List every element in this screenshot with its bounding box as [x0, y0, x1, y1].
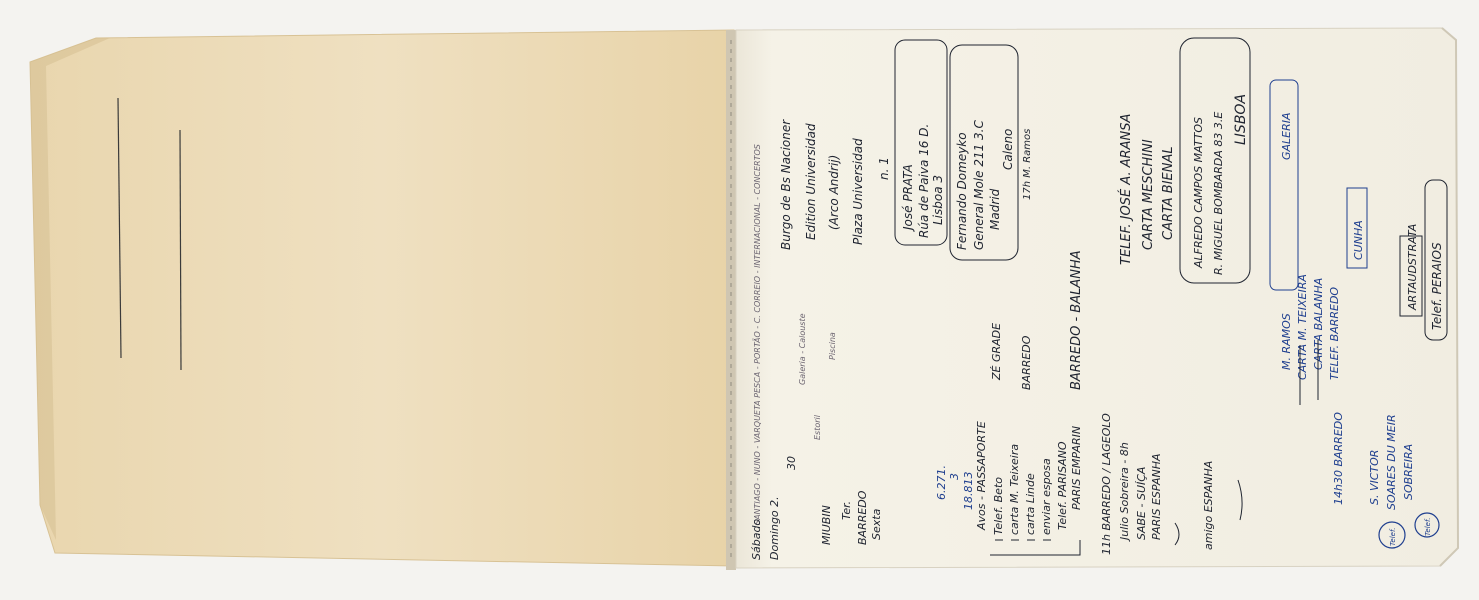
- sched-day-1: Sábado: [750, 518, 763, 560]
- sched-line-13: BARREDO: [1020, 335, 1033, 390]
- left-cover: [30, 30, 734, 566]
- col4-line-1: BARREDO - BALANHA: [1069, 250, 1084, 390]
- col5-line-3: CARTA BIENAL: [1161, 146, 1176, 240]
- col2-line-1: José PRATA: [901, 164, 915, 230]
- blue-line-6: S. VICTOR: [1368, 449, 1381, 505]
- col6-line-2: R. MIGUEL BOMBARDA 83 3.E: [1212, 111, 1225, 275]
- spine: [726, 30, 736, 570]
- col1-line-2: Edition Universidad: [804, 123, 818, 240]
- left-page-line-2: Galeria - Calouste: [798, 313, 807, 385]
- col1-line-1: Burgo de Bs Nacioner: [779, 119, 793, 250]
- col3-line-3: Madrid: [988, 188, 1002, 230]
- sched-line-8: 11h BARREDO / LAGEOLO: [1100, 413, 1113, 555]
- blue-line-7: SOARES DU MEIR: [1385, 414, 1398, 510]
- sched-day-3: 30: [785, 456, 798, 470]
- col5-line-1: TELEF. JOSÉ A. ARANSA: [1119, 113, 1134, 265]
- sched-day-4: Sexta: [870, 508, 883, 540]
- blue-line-8: SOBREIRA: [1402, 443, 1415, 500]
- col1-line-5: n. 1: [877, 157, 891, 180]
- left-page-line-4: Estoril: [813, 415, 822, 440]
- sum-1: 6.271.: [935, 465, 948, 500]
- circle-mark-2-text: Telef.: [1424, 517, 1432, 536]
- col3-line-2: General Mole 211 3.C: [972, 120, 986, 250]
- sched-day-5: Ter.: [840, 500, 853, 520]
- sched-line-7: PARIS EMPARIN: [1070, 425, 1083, 510]
- sched-line-10: SABE - SUÍÇA: [1135, 466, 1148, 540]
- left-page-line-1: SANTIAGO - NUNO - VARQUETA PESCA - PORTÃO - C. CORREIO - INTERNACIONAL - CONCERTOS: [753, 144, 762, 525]
- blue-line-4: TELEF. BARREDO: [1328, 286, 1341, 380]
- circle-mark-1-text: Telef.: [1389, 527, 1397, 546]
- blue-line-5: 14h30 BARREDO: [1332, 412, 1345, 505]
- col5-line-2: CARTA MESCHINI: [1141, 139, 1156, 250]
- sched-line-3: carta M. Teixeira: [1008, 443, 1021, 535]
- col7-line-4: Telef. PERAIOS: [1430, 242, 1444, 330]
- address-col-4: [1069, 250, 1084, 390]
- right-page: [736, 28, 1458, 568]
- sched-line-4: carta Linde: [1024, 473, 1037, 535]
- col3-line-1: Fernando Domeyko: [955, 132, 969, 250]
- blue-line-3: CARTA BALANHA: [1312, 277, 1325, 370]
- sum-3: 18.813: [962, 471, 975, 510]
- col6-line-3: LISBOA: [1233, 93, 1249, 145]
- sched-day-2: Domingo 2.: [768, 496, 781, 560]
- blue-line-1: M. RAMOS: [1280, 313, 1293, 370]
- col1-line-3: (Arco Andrij): [827, 154, 841, 230]
- col1-line-4: Plaza Universidad: [851, 138, 865, 245]
- sched-line-12: amigo ESPANHA: [1202, 460, 1215, 550]
- col7-line-2: CUNHA: [1352, 220, 1365, 260]
- blue-line-2: CARTA M. TEIXEIRA: [1296, 274, 1309, 380]
- sched-line-11: PARIS ESPANHA: [1150, 453, 1163, 540]
- sched-line-9: Julio Sobreira - 8h: [1118, 442, 1131, 540]
- sum-2: 3: [948, 473, 961, 480]
- sched-line-2: Telef. Beto: [992, 477, 1005, 535]
- col2-line-3: Lisboa 3: [931, 174, 945, 225]
- col7-line-3: ARTAUDSTRATA: [1406, 223, 1419, 310]
- col7-line-1: GALERIA: [1280, 112, 1293, 160]
- col3-line-4: Caleno: [1001, 128, 1015, 170]
- sched-line-5: enviar esposa: [1040, 458, 1053, 535]
- sched-line-1: Avos - PASSAPORTE: [975, 421, 988, 530]
- col6-line-1: ALFREDO CAMPOS MATTOS: [1192, 117, 1205, 268]
- col3-line-5: 17h M. Ramos: [1022, 128, 1033, 200]
- sched-day-8: ZÉ GRADE: [990, 322, 1003, 380]
- col2-line-2: Rúa de Paiva 16 D.: [917, 123, 931, 238]
- left-page-line-3: Piscina: [828, 332, 837, 360]
- sched-line-6: Telef. PARISANO: [1056, 441, 1069, 530]
- sched-day-6: MIUBIN: [820, 505, 833, 545]
- sched-day-7: BARREDO: [856, 490, 869, 545]
